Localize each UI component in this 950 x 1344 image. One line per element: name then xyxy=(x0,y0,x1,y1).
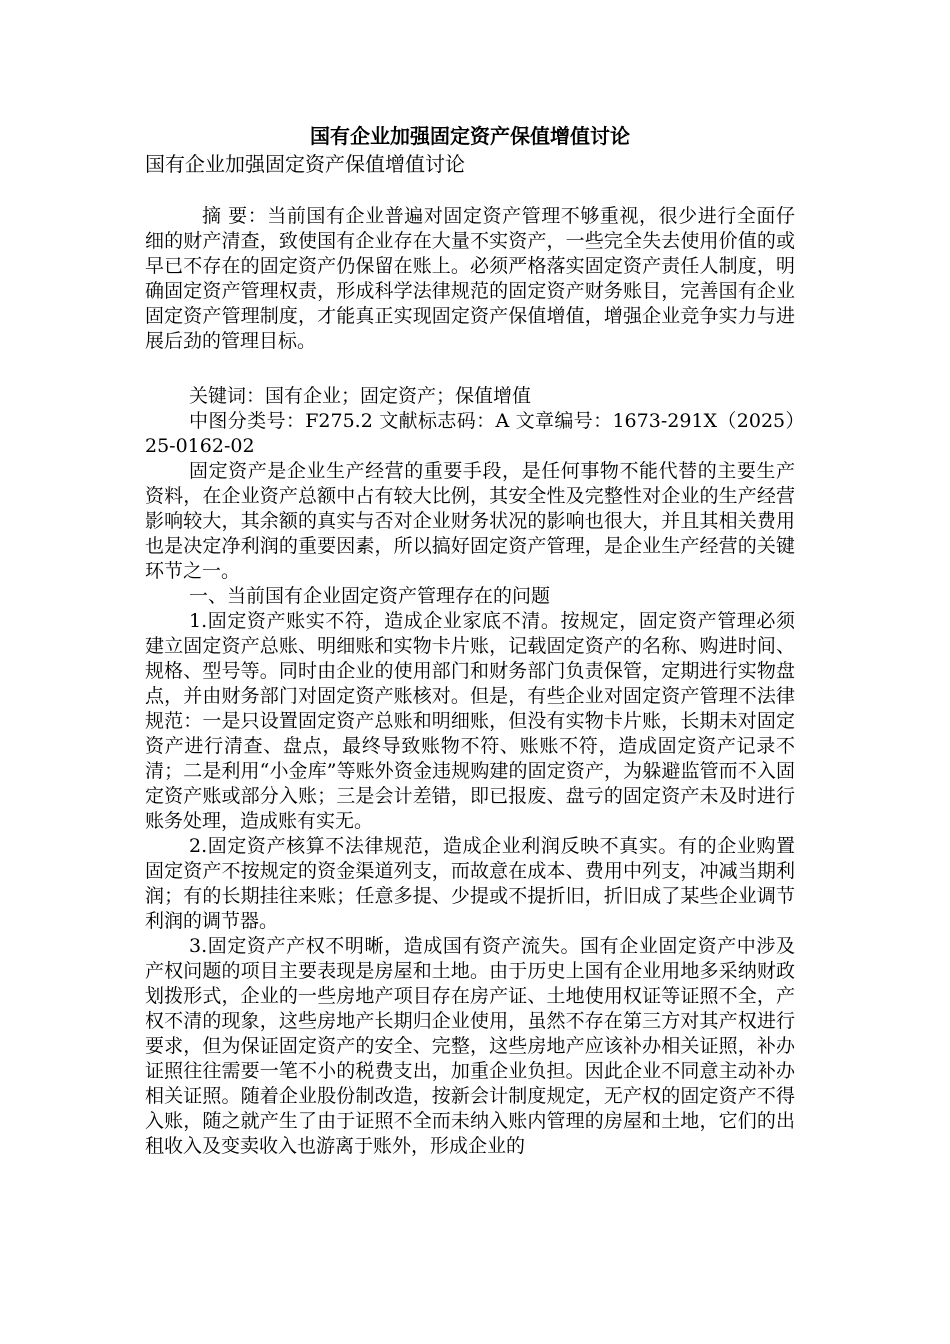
abstract-paragraph: 摘 要：当前国有企业普遍对固定资产管理不够重视，很少进行全面仔细的财产清查，致使国有企业存在大量不实资产，一些完全失去使用价值的或早已不存在的固定资产仍保留在账上。必须严格落实固定资产责任人制度，明确固定资产管理权责，形成科学法律规范的固定资产财务账目，完善国有企业固定资产管理制度，才能真正实现固定资产保值增值，增强企业竞争实力与进展后劲的管理目标。 xyxy=(145,205,795,352)
body-paragraph-problem-1: 1.固定资产账实不符，造成企业家底不清。按规定，固定资产管理必须建立固定资产总账、明细账和实物卡片账，记载固定资产的名称、购进时间、规格、型号等。同时由企业的使用部门和财务部门负责保管，定期进行实物盘点，并由财务部门对固定资产账核对。但是，有些企业对固定资产管理不法律规范：一是只设置固定资产总账和明细账，但没有实物卡片账，长期未对固定资产进行清查、盘点，最终导致账物不符、账账不符，造成固定资产记录不清；二是利用“小金库”等账外资金违规购建的固定资产，为躲避监管而不入固定资产账或部分入账；三是会计差错，即已报废、盘亏的固定资产未及时进行账务处理，造成账有实无。 xyxy=(145,610,795,832)
document-body xyxy=(145,122,795,1159)
body-paragraph-problem-2: 2.固定资产核算不法律规范，造成企业利润反映不真实。有的企业购置固定资产不按规定的资金渠道列支，而故意在成本、费用中列支，冲减当期利润；有的长期挂往来账；任意多提、少提或不提折旧，折旧成了某些企业调节利润的调节器。 xyxy=(145,835,795,932)
classification-line: 中图分类号：F275.2 文献标志码：A 文章编号：1673-291X（2025）25-0162-02 xyxy=(145,410,795,457)
document-title: 国有企业加强固定资产保值增值讨论 xyxy=(310,124,630,148)
body-paragraph-problem-3: 3.固定资产产权不明晰，造成国有资产流失。国有企业固定资产中涉及产权问题的项目主要表现是房屋和土地。由于历史上国有企业用地多采纳财政划拨形式，企业的一些房地产项目存在房产证、土地使用权证等证照不全，产权不清的现象，这些房地产长期归企业使用，虽然不存在第三方对其产权进行要求，但为保证固定资产的安全、完整，这些房地产应该补办相关证照，补办证照往往需要一笔不小的税费支出，加重企业负担。因此企业不同意主动补办相关证照。随着企业股份制改造，按新会计制度规定，无产权的固定资产不得入账，随之就产生了由于证照不全而未纳入账内管理的房屋和土地，它们的出租收入及变卖收入也游离于账外，形成企业的 xyxy=(145,935,795,1157)
section-heading-problems: 一、当前国有企业固定资产管理存在的问题 xyxy=(189,585,551,607)
body-paragraph-intro: 固定资产是企业生产经营的重要手段，是任何事物不能代替的主要生产资料，在企业资产总额中占有较大比例，其安全性及完整性对企业的生产经营影响较大，其余额的真实与否对企业财务状况的影响也很大，并且其相关费用也是决定净利润的重要因素，所以搞好固定资产管理，是企业生产经营的关键环节之一。 xyxy=(145,460,795,582)
keywords-line: 关键词：国有企业；固定资产；保值增值 xyxy=(189,385,532,407)
document-subtitle: 国有企业加强固定资产保值增值讨论 xyxy=(145,152,465,176)
